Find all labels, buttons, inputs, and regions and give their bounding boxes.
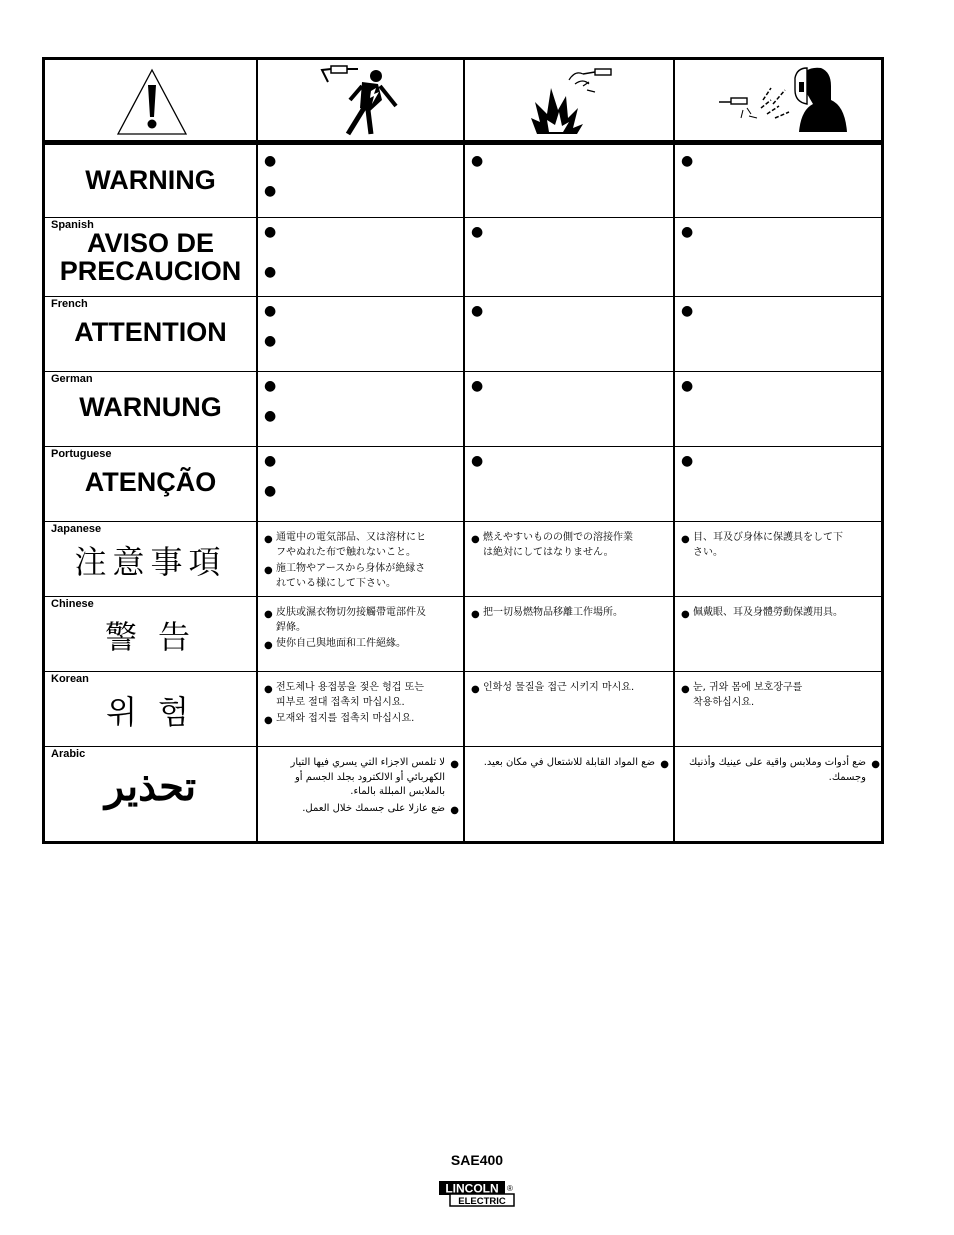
instruction-cell	[258, 296, 463, 371]
bullet-icon: ●	[471, 153, 484, 169]
language-name: Chinese	[51, 598, 94, 610]
bullet-icon: ●	[264, 153, 277, 169]
model-number: SAE400	[450, 1152, 504, 1168]
bullet-icon: ●	[264, 408, 277, 424]
bullet-icon: ●	[264, 534, 273, 545]
language-label-cell	[45, 217, 256, 296]
header-divider	[45, 140, 881, 145]
instruction-cell	[465, 371, 673, 446]
warning-heading: 위 험	[106, 693, 195, 730]
language-name: French	[51, 298, 88, 310]
instruction-cell	[465, 746, 673, 841]
language-name: Arabic	[51, 748, 86, 760]
instruction-cell	[258, 446, 463, 521]
bullet-icon: ●	[264, 609, 273, 620]
bullet-icon: ●	[471, 684, 480, 695]
instruction-cell	[258, 521, 463, 596]
icon-cell	[258, 60, 463, 140]
bullet-icon: ●	[471, 303, 484, 319]
instruction-text: ضع المواد القابلة للاشتعال في مكان بعيد.	[483, 757, 655, 768]
language-label-cell	[45, 746, 256, 841]
instruction-cell	[465, 671, 673, 746]
warning-heading: 警 告	[105, 618, 196, 655]
instruction-text: ضع أدوات وملابس واقية على عينيك وأذنيك وجسمك.	[689, 757, 866, 783]
instruction-cell	[465, 146, 673, 217]
language-label-cell	[45, 446, 256, 521]
instruction-cell	[465, 296, 673, 371]
bullet-icon: ●	[264, 640, 273, 651]
language-label-cell	[45, 671, 256, 746]
bullet-icon: ●	[471, 534, 480, 545]
warning-heading: ATTENTION	[74, 316, 227, 347]
instruction-cell	[675, 217, 884, 296]
language-name: Korean	[51, 673, 89, 685]
instruction-text: 인화성 물질을 접근 시키지 마시요.	[483, 682, 635, 693]
language-name: Japanese	[51, 523, 102, 535]
language-name: German	[51, 373, 93, 385]
instruction-text: 目、耳及び身体に保護具をして下 さい。	[693, 532, 843, 558]
warning-heading: WARNING	[85, 164, 216, 195]
language-name: Spanish	[51, 219, 94, 231]
bullet-icon: ●	[264, 565, 273, 576]
language-label-cell	[45, 146, 256, 217]
bullet-icon: ●	[264, 378, 277, 394]
bullet-icon: ●	[264, 684, 273, 695]
bullet-icon: ●	[471, 224, 484, 240]
electric-shock-icon	[258, 60, 463, 140]
instruction-text: 눈, 귀와 몸에 보호장구를 착용하십시요.	[693, 682, 803, 708]
bullet-icon: ●	[264, 303, 277, 319]
instruction-cell	[465, 521, 673, 596]
bullet-icon: ●	[264, 453, 277, 469]
warning-heading: ATENÇÃO	[84, 466, 217, 497]
bullet-icon: ●	[264, 483, 277, 499]
bullet-icon: ●	[264, 715, 273, 726]
bullet-icon: ●	[660, 759, 669, 770]
instruction-text: ضع عازلا على جسمك خلال العمل.	[302, 802, 445, 814]
instruction-cell	[675, 446, 884, 521]
instruction-cell	[675, 521, 884, 596]
instruction-text: 모재와 접지를 접촉치 마십시요.	[276, 713, 415, 724]
bullet-icon: ●	[264, 183, 277, 199]
bullet-icon: ●	[681, 609, 690, 620]
bullet-icon: ●	[471, 378, 484, 394]
instruction-text: 전도체나 용접봉을 젖은 헝겁 또는 피부로 절대 접촉치 마십시요.	[276, 682, 424, 708]
language-label-cell	[45, 296, 256, 371]
instruction-text: 使你自己與地面和工件絕緣。	[276, 638, 406, 649]
icon-cell	[675, 60, 884, 140]
language-name: Portuguese	[51, 448, 112, 460]
bullet-icon: ●	[681, 534, 690, 545]
instruction-cell	[675, 296, 884, 371]
bullet-icon: ●	[681, 378, 694, 394]
safety-warning-table	[42, 57, 884, 844]
instruction-cell	[258, 146, 463, 217]
bullet-icon: ●	[681, 303, 694, 319]
bullet-icon: ●	[681, 684, 690, 695]
bullet-icon: ●	[681, 224, 694, 240]
instruction-text: لا تلمس الاجزاء التي يسري فيها التيار الكهربائي أو الالكترود بجلد الجسم أو بالملابس المبللة بالماء.	[290, 757, 445, 797]
instruction-text: 皮肤或濕衣物切勿接觸帶電部件及 銲條。	[276, 607, 426, 633]
instruction-cell	[465, 596, 673, 671]
instruction-cell	[258, 596, 463, 671]
warning-heading: 注意事項	[74, 543, 227, 580]
bullet-icon: ●	[450, 759, 459, 770]
bullet-icon: ●	[264, 264, 277, 280]
language-label-cell	[45, 596, 256, 671]
instruction-cell	[465, 446, 673, 521]
warning-heading: تحذير	[104, 765, 197, 809]
icon-cell	[45, 60, 256, 140]
language-label-cell	[45, 521, 256, 596]
bullet-icon: ●	[681, 153, 694, 169]
logo-registered-mark: ®	[507, 1184, 513, 1193]
instruction-cell	[675, 371, 884, 446]
instruction-text: 燃えやすいものの側での溶接作業 は絶対にしてはなりません。	[483, 532, 633, 558]
bullet-icon: ●	[264, 333, 277, 349]
warning-heading: WARNUNG	[79, 391, 222, 422]
icon-cell	[465, 60, 673, 140]
instruction-cell	[465, 217, 673, 296]
fire-explosion-icon	[465, 60, 673, 140]
warning-heading: AVISO DE PRECAUCION	[59, 228, 242, 286]
instruction-text: 施工物やアースから身体が絶縁さ れている様にして下さい。	[276, 563, 426, 589]
bullet-icon: ●	[681, 453, 694, 469]
instruction-text: 通電中の電気部品、又は溶材にヒ フやぬれた布で触れないこと。	[276, 532, 426, 558]
instruction-text: 把一切易燃物品移離工作場所。	[483, 607, 623, 618]
bullet-icon: ●	[450, 804, 459, 816]
instruction-cell	[675, 671, 884, 746]
bullet-icon: ●	[264, 224, 277, 240]
instruction-cell	[675, 146, 884, 217]
instruction-cell	[258, 371, 463, 446]
instruction-text: 佩戴眼、耳及身體勞動保護用具。	[693, 607, 843, 618]
instruction-cell	[258, 671, 463, 746]
arc-rays-helmet-icon	[675, 60, 884, 140]
instruction-cell	[675, 596, 884, 671]
instruction-cell	[258, 746, 463, 841]
warning-triangle-icon	[45, 60, 256, 140]
logo-top-text: LINCOLN	[445, 1181, 499, 1196]
language-label-cell	[45, 371, 256, 446]
bullet-icon: ●	[471, 453, 484, 469]
bullet-icon: ●	[471, 609, 480, 620]
instruction-cell	[258, 217, 463, 296]
bullet-icon: ●	[871, 759, 880, 770]
lincoln-electric-logo	[438, 1180, 518, 1208]
instruction-cell	[675, 746, 884, 841]
logo-bottom-text: ELECTRIC	[458, 1196, 506, 1207]
